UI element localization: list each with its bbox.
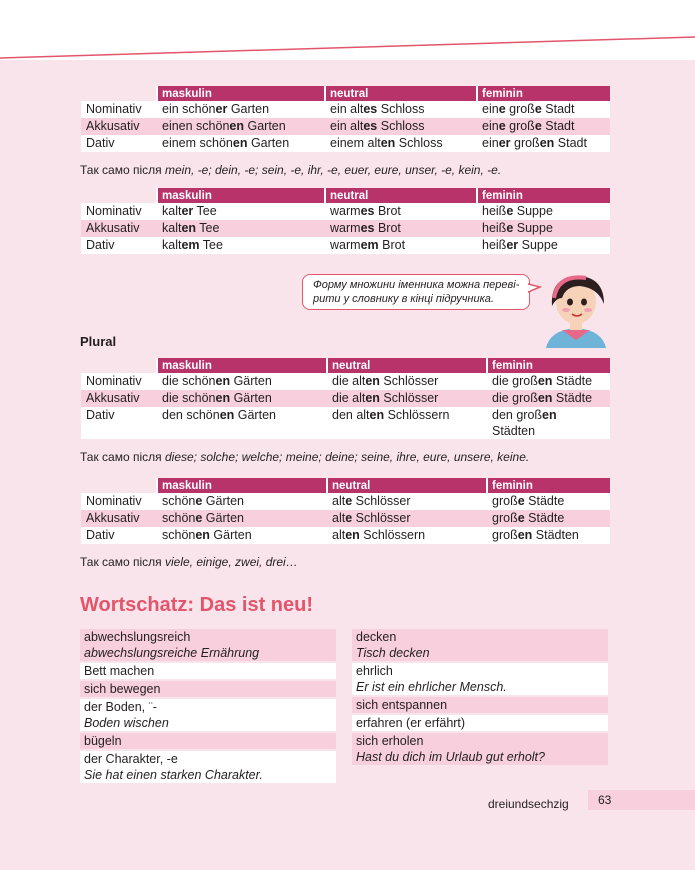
ending: es — [363, 119, 378, 133]
table-cell: den schönen Gärten — [157, 407, 327, 439]
table-cell: kalten Tee — [157, 220, 325, 237]
girl-illustration — [540, 268, 612, 348]
vocab-item — [80, 751, 336, 783]
case-label: Dativ — [81, 135, 157, 152]
column-header-feminin: feminin — [477, 188, 610, 203]
ending: en — [365, 374, 380, 388]
ending: es — [363, 102, 378, 116]
note-plural-numerals: Так само після viele, einige, zwei, drei… — [80, 555, 298, 569]
table-cell: schöne Gärten — [157, 510, 327, 527]
vocab-example: abwechslungsreiche Ernährung — [84, 646, 260, 660]
table-cell: warmes Brot — [325, 220, 477, 237]
table-row-akkusativ — [81, 510, 610, 527]
table-cell: die alten Schlösser — [327, 373, 487, 390]
table-cell: alte Schlösser — [327, 493, 487, 510]
page-number: 63 — [598, 793, 612, 807]
table-cell: schöne Gärten — [157, 493, 327, 510]
ending: en — [345, 528, 360, 542]
vocab-word: sich erholen — [356, 734, 424, 748]
ending: en — [537, 374, 553, 388]
case-label: Dativ — [81, 407, 157, 439]
table-row-dativ — [81, 407, 610, 439]
ending: en — [517, 528, 533, 542]
case-label: Dativ — [81, 237, 157, 254]
table-row-dativ — [81, 527, 610, 544]
table-cell: die großen Städte — [487, 373, 610, 390]
column-header-maskulin: maskulin — [157, 188, 325, 203]
table-cell: eine große Stadt — [477, 101, 610, 118]
table-cell: die schönen Gärten — [157, 390, 327, 407]
ending: e — [506, 221, 514, 235]
header-empty — [81, 86, 157, 101]
vocab-item — [352, 629, 608, 661]
ending: en — [195, 528, 210, 542]
table-cell: den großen Städten — [487, 407, 610, 439]
table-cell: einen schönen Garten — [157, 118, 325, 135]
case-label: Nominativ — [81, 493, 157, 510]
plural-heading: Plural — [80, 334, 117, 349]
ending: es — [360, 221, 375, 235]
table-cell: die schönen Gärten — [157, 373, 327, 390]
table-cell: den alten Schlössern — [327, 407, 487, 439]
table-cell: ein altes Schloss — [325, 118, 477, 135]
table-row-nominativ — [81, 373, 610, 390]
table-cell: kaltem Tee — [157, 237, 325, 254]
ending: en — [215, 374, 231, 388]
vocab-item — [80, 681, 336, 697]
column-header-feminin: feminin — [487, 358, 610, 373]
vocab-item — [80, 629, 336, 661]
column-header-neutral: neutral — [325, 86, 477, 101]
table-row-akkusativ — [81, 390, 610, 407]
table-cell: großen Städten — [487, 527, 610, 544]
vocab-word: Bett machen — [84, 664, 155, 678]
ending: es — [360, 204, 375, 218]
table-cell: alte Schlösser — [327, 510, 487, 527]
grammar-table-singular-mixed — [80, 86, 610, 152]
table-row-dativ — [81, 237, 610, 254]
vocab-word: abwechslungsreich — [84, 630, 191, 644]
ending: en — [232, 136, 248, 150]
column-header-neutral: neutral — [327, 358, 487, 373]
ending: er — [506, 238, 519, 252]
table-row-dativ — [81, 135, 610, 152]
vocab-word: sich bewegen — [84, 682, 161, 696]
case-label: Akkusativ — [81, 390, 157, 407]
note-plural-determiners: Так само після diese; solche; welche; meine; deine; seine, ihre, eure, unsere, keine. — [80, 450, 530, 464]
ending: e — [517, 494, 525, 508]
vocabulary-left-column — [80, 629, 336, 785]
ending: em — [360, 238, 379, 252]
speech-bubble: Форму множини іменника можна переві- рити у словнику в кінці підручника. — [302, 274, 530, 310]
vocab-example: Sie hat einen starken Charakter. — [84, 768, 263, 782]
case-label: Nominativ — [81, 203, 157, 220]
case-label: Akkusativ — [81, 220, 157, 237]
ending: er — [215, 102, 228, 116]
vocab-example: Boden wischen — [84, 716, 169, 730]
case-label: Nominativ — [81, 373, 157, 390]
column-header-maskulin: maskulin — [157, 478, 327, 493]
table-cell: einem alten Schloss — [325, 135, 477, 152]
ending: en — [219, 408, 235, 422]
ending: er — [498, 136, 511, 150]
ending: en — [365, 391, 380, 405]
vocab-item — [352, 715, 608, 731]
header-line — [0, 0, 695, 60]
table-cell: große Städte — [487, 510, 610, 527]
table-cell: warmem Brot — [325, 237, 477, 254]
table-row-nominativ — [81, 101, 610, 118]
table-cell: heiße Suppe — [477, 203, 610, 220]
table-cell: alten Schlössern — [327, 527, 487, 544]
vocab-example: Er ist ein ehrlicher Mensch. — [356, 680, 507, 694]
ending: er — [181, 204, 194, 218]
ending: e — [195, 494, 203, 508]
ending: en — [539, 136, 555, 150]
vocab-example: Hast du dich im Urlaub gut erholt? — [356, 750, 545, 764]
vocab-item — [80, 699, 336, 731]
header-empty — [81, 188, 157, 203]
ending: em — [181, 238, 200, 252]
vocab-word: der Charakter, -e — [84, 752, 178, 766]
table-cell: ein altes Schloss — [325, 101, 477, 118]
column-header-maskulin: maskulin — [157, 358, 327, 373]
vocab-item — [352, 663, 608, 695]
vocabulary-right-column — [352, 629, 608, 767]
table-cell: eine große Stadt — [477, 118, 610, 135]
vocab-item — [352, 697, 608, 713]
table-cell: einer großen Stadt — [477, 135, 610, 152]
table-cell: große Städte — [487, 493, 610, 510]
vocab-word: decken — [356, 630, 397, 644]
ending: en — [380, 136, 396, 150]
column-header-maskulin: maskulin — [157, 86, 325, 101]
ending: en — [542, 408, 557, 422]
vocab-item — [80, 733, 336, 749]
vocab-word: bügeln — [84, 734, 122, 748]
table-cell: schönen Gärten — [157, 527, 327, 544]
wortschatz-heading: Wortschatz: Das ist neu! — [80, 594, 313, 616]
table-row-nominativ — [81, 203, 610, 220]
table-cell: die großen Städte — [487, 390, 610, 407]
ending: e — [498, 102, 506, 116]
ending: e — [534, 102, 542, 116]
vocab-word: ehrlich — [356, 664, 393, 678]
ending: e — [498, 119, 506, 133]
table-cell: heißer Suppe — [477, 237, 610, 254]
ending: e — [195, 511, 203, 525]
grammar-table-plural-strong — [80, 478, 610, 544]
column-header-neutral: neutral — [325, 188, 477, 203]
header-empty — [81, 358, 157, 373]
ending: e — [517, 511, 525, 525]
grammar-table-singular-strong — [80, 188, 610, 254]
vocab-item — [80, 663, 336, 679]
vocab-word: der Boden, ¨- — [84, 700, 157, 714]
case-label: Nominativ — [81, 101, 157, 118]
ending: e — [534, 119, 542, 133]
table-row-akkusativ — [81, 118, 610, 135]
header-empty — [81, 478, 157, 493]
table-cell: die alten Schlösser — [327, 390, 487, 407]
table-cell: warmes Brot — [325, 203, 477, 220]
ending: en — [181, 221, 197, 235]
table-cell: heiße Suppe — [477, 220, 610, 237]
ending: en — [215, 391, 231, 405]
vocab-word: sich entspannen — [356, 698, 448, 712]
case-label: Dativ — [81, 527, 157, 544]
vocab-item — [352, 733, 608, 765]
table-row-akkusativ — [81, 220, 610, 237]
table-cell: kalter Tee — [157, 203, 325, 220]
note-singular-possessives: Так само після mein, -e; dein, -e; sein, -e, ihr, -e, euer, eure, unser, -e, kein, -e. — [80, 163, 502, 177]
case-label: Akkusativ — [81, 510, 157, 527]
page-number-word: dreiundsechzig — [488, 797, 569, 811]
column-header-neutral: neutral — [327, 478, 487, 493]
ending: en — [229, 119, 245, 133]
vocab-example: Tisch decken — [356, 646, 430, 660]
ending: en — [369, 408, 385, 422]
column-header-feminin: feminin — [487, 478, 610, 493]
column-header-feminin: feminin — [477, 86, 610, 101]
case-label: Akkusativ — [81, 118, 157, 135]
grammar-table-plural-definite — [80, 358, 610, 439]
ending: e — [345, 494, 353, 508]
ending: e — [345, 511, 353, 525]
vocab-word: erfahren (er erfährt) — [356, 716, 466, 730]
table-cell: einem schönen Garten — [157, 135, 325, 152]
table-row-nominativ — [81, 493, 610, 510]
ending: en — [537, 391, 553, 405]
ending: e — [506, 204, 514, 218]
table-cell: ein schöner Garten — [157, 101, 325, 118]
